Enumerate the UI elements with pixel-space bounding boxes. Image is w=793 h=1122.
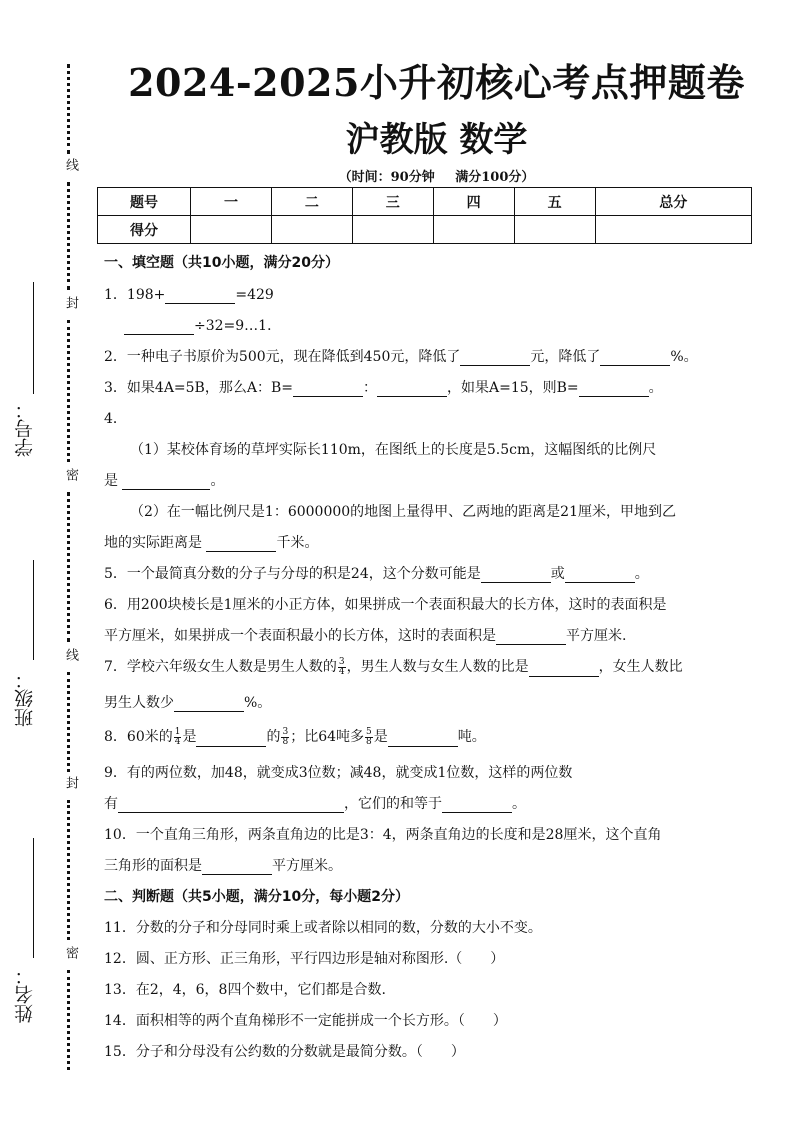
- student-id-line: [33, 282, 34, 394]
- fraction-denominator: 8: [366, 736, 372, 747]
- question-text: 千米。: [276, 535, 319, 551]
- table-header-row: [98, 188, 752, 216]
- score-table: [97, 187, 752, 244]
- student-id-label: 学号：: [14, 400, 36, 457]
- dotted-line: [67, 182, 70, 290]
- fraction: [365, 728, 373, 747]
- fraction-numerator: 5: [366, 726, 372, 737]
- question-text: ：: [362, 380, 377, 396]
- question-text: 1．198+: [104, 287, 166, 303]
- section-fill-heading: 一、填空题（共10小题，满分20分）: [104, 255, 339, 271]
- answer-blank[interactable]: [196, 731, 266, 747]
- seal-char: 封: [63, 776, 78, 789]
- question-text: 平方厘米.: [566, 628, 627, 644]
- seal-char: 密: [63, 946, 78, 959]
- answer-blank[interactable]: [165, 288, 235, 304]
- fraction-numerator: 3: [282, 726, 289, 737]
- question-text: =429: [235, 287, 274, 303]
- question-text: ，男生人数与女生人数的比是: [346, 659, 529, 675]
- answer-blank[interactable]: [293, 381, 363, 397]
- fraction-denominator: 4: [174, 736, 181, 747]
- question-10-line2: [104, 855, 342, 875]
- question-6: 6．用200块棱长是1厘米的小正方体，如果拼成一个表面积最大的长方体，这时的表面积是: [104, 597, 667, 613]
- question-4-2: （2）在一幅比例尺是1：6000000的地图上量得甲、乙两地的距离是21厘米，甲地到乙: [130, 504, 676, 520]
- question-13: 13．在2，4，6，8四个数中，它们都是合数.: [104, 982, 386, 998]
- question-text: 。: [648, 380, 663, 396]
- answer-blank[interactable]: [600, 350, 670, 366]
- question-3: [104, 377, 663, 397]
- section-judge-heading: 二、判断题（共5小题，满分10分，每小题2分）: [104, 889, 409, 905]
- table-header-cell: 二: [271, 188, 352, 216]
- seal-char: 密: [63, 468, 78, 481]
- binding-margin: [0, 0, 100, 1122]
- fraction: [281, 728, 289, 747]
- exam-info: [100, 166, 773, 185]
- table-header-cell: 总分: [595, 188, 751, 216]
- answer-blank[interactable]: [529, 661, 599, 677]
- answer-blank[interactable]: [388, 731, 458, 747]
- question-15: 15．分子和分母没有公约数的分数就是最简分数。（ ）: [104, 1044, 465, 1060]
- question-text: 7．学校六年级女生人数是男生人数的: [104, 659, 337, 675]
- question-text: %。: [244, 695, 272, 711]
- fraction: [338, 658, 346, 677]
- page-subtitle: 沪教版 数学: [345, 120, 528, 160]
- fraction: [174, 728, 182, 747]
- question-9: 9．有的两位数，加48，就变成3位数；减48，就变成1位数，这样的两位数: [104, 765, 573, 781]
- fraction-denominator: 4: [338, 666, 345, 677]
- class-label: 班级：: [14, 670, 36, 727]
- question-text: 三角形的面积是: [104, 858, 202, 874]
- table-header-cell: 四: [433, 188, 514, 216]
- question-6-line2: [104, 625, 626, 645]
- answer-blank[interactable]: [206, 536, 276, 552]
- answer-blank[interactable]: [565, 567, 635, 583]
- score-row-label: 得分: [98, 216, 191, 244]
- question-text: 。: [210, 473, 225, 489]
- question-text: 。: [512, 796, 526, 812]
- score-cell[interactable]: [514, 216, 595, 244]
- question-4: 4．: [104, 411, 127, 427]
- question-text: 2．一种电子书原价为500元，现在降低到450元，降低了: [104, 349, 461, 365]
- table-header-cell: 五: [514, 188, 595, 216]
- answer-blank[interactable]: [124, 319, 194, 335]
- question-7: [104, 656, 683, 677]
- question-12: 12．圆、正方形、正三角形，平行四边形是轴对称图形.（ ）: [104, 951, 505, 967]
- table-header-cell: 一: [191, 188, 272, 216]
- seal-char: 封: [63, 296, 78, 309]
- question-2: [104, 346, 698, 366]
- question-text: 是: [373, 729, 388, 745]
- answer-blank[interactable]: [579, 381, 649, 397]
- table-header-cell: 三: [352, 188, 433, 216]
- answer-blank[interactable]: [122, 474, 210, 490]
- name-line: [33, 838, 34, 958]
- answer-blank[interactable]: [377, 381, 447, 397]
- score-cell[interactable]: [352, 216, 433, 244]
- question-text: ，如果A=15，则B=: [446, 380, 579, 396]
- question-7-line2: [104, 692, 271, 712]
- seal-char: 线: [63, 648, 78, 661]
- question-text: ，女生人数比: [598, 659, 683, 675]
- total-score: 满分100分）: [455, 170, 535, 185]
- page-title: 2024-2025小升初核心考点押题卷: [128, 60, 745, 105]
- answer-blank[interactable]: [442, 797, 512, 813]
- question-1-line2: [124, 315, 281, 335]
- question-5: [104, 563, 649, 583]
- name-label: 姓名：: [14, 966, 36, 1023]
- fraction-numerator: 1: [174, 726, 181, 737]
- answer-blank[interactable]: [202, 859, 272, 875]
- answer-blank[interactable]: [118, 797, 344, 813]
- fraction-denominator: 8: [282, 736, 289, 747]
- question-text: 元，降低了: [530, 349, 601, 365]
- question-text: %。: [670, 349, 698, 365]
- question-text: 平方厘米，如果拼成一个表面积最小的长方体，这时的表面积是: [104, 628, 496, 644]
- question-11: 11．分数的分子和分母同时乘上或者除以相同的数，分数的大小不变。: [104, 920, 542, 936]
- question-text: 吨。: [457, 729, 486, 745]
- fraction-numerator: 3: [338, 656, 345, 667]
- question-text: 男生人数少: [104, 695, 174, 711]
- question-text: 平方厘米。: [272, 858, 342, 874]
- question-1: [104, 284, 274, 304]
- question-text: 8．60米的: [104, 729, 173, 745]
- question-text: 是: [182, 729, 197, 745]
- question-text: 3．如果4A=5B，那么A：B=: [104, 380, 293, 396]
- question-text: ÷32=9…1．: [194, 318, 282, 334]
- dotted-line: [67, 320, 70, 462]
- question-text: 是: [104, 473, 118, 489]
- question-4-1-line2: [104, 470, 224, 490]
- dotted-line: [67, 64, 70, 154]
- table-row: [98, 216, 752, 244]
- question-text: ，它们的和等于: [344, 796, 442, 812]
- class-line: [33, 560, 34, 660]
- seal-char: 线: [63, 158, 78, 171]
- question-9-line2: [104, 793, 526, 813]
- question-14: 14．面积相等的两个直角梯形不一定能拼成一个长方形。（ ）: [104, 1013, 507, 1029]
- answer-blank[interactable]: [174, 696, 244, 712]
- table-header-cell: 题号: [98, 188, 191, 216]
- dotted-line: [67, 672, 70, 772]
- question-text: 有: [104, 796, 118, 812]
- question-4-1: （1）某校体育场的草坪实际长110m，在图纸上的长度是5.5cm，这幅图纸的比例尺: [130, 442, 657, 458]
- score-cell[interactable]: [191, 216, 272, 244]
- question-text: 或: [550, 566, 565, 582]
- question-text: 的: [266, 729, 281, 745]
- dotted-line: [67, 492, 70, 642]
- dotted-line: [67, 970, 70, 1070]
- question-8: [104, 726, 486, 747]
- question-text: 。: [634, 566, 649, 582]
- score-cell[interactable]: [433, 216, 514, 244]
- answer-blank[interactable]: [481, 567, 551, 583]
- question-text: 地的实际距离是: [104, 535, 202, 551]
- answer-blank[interactable]: [460, 350, 530, 366]
- score-cell[interactable]: [595, 216, 751, 244]
- question-4-2-line2: [104, 532, 318, 552]
- score-cell[interactable]: [271, 216, 352, 244]
- dotted-line: [67, 800, 70, 940]
- question-10: 10．一个直角三角形，两条直角边的比是3：4，两条直角边的长度和是28厘米，这个直角: [104, 827, 662, 843]
- question-text: ；比64吨多: [290, 729, 365, 745]
- answer-blank[interactable]: [496, 629, 566, 645]
- question-text: 5．一个最简真分数的分子与分母的积是24，这个分数可能是: [104, 566, 481, 582]
- time-limit: （时间：90分钟: [338, 170, 435, 185]
